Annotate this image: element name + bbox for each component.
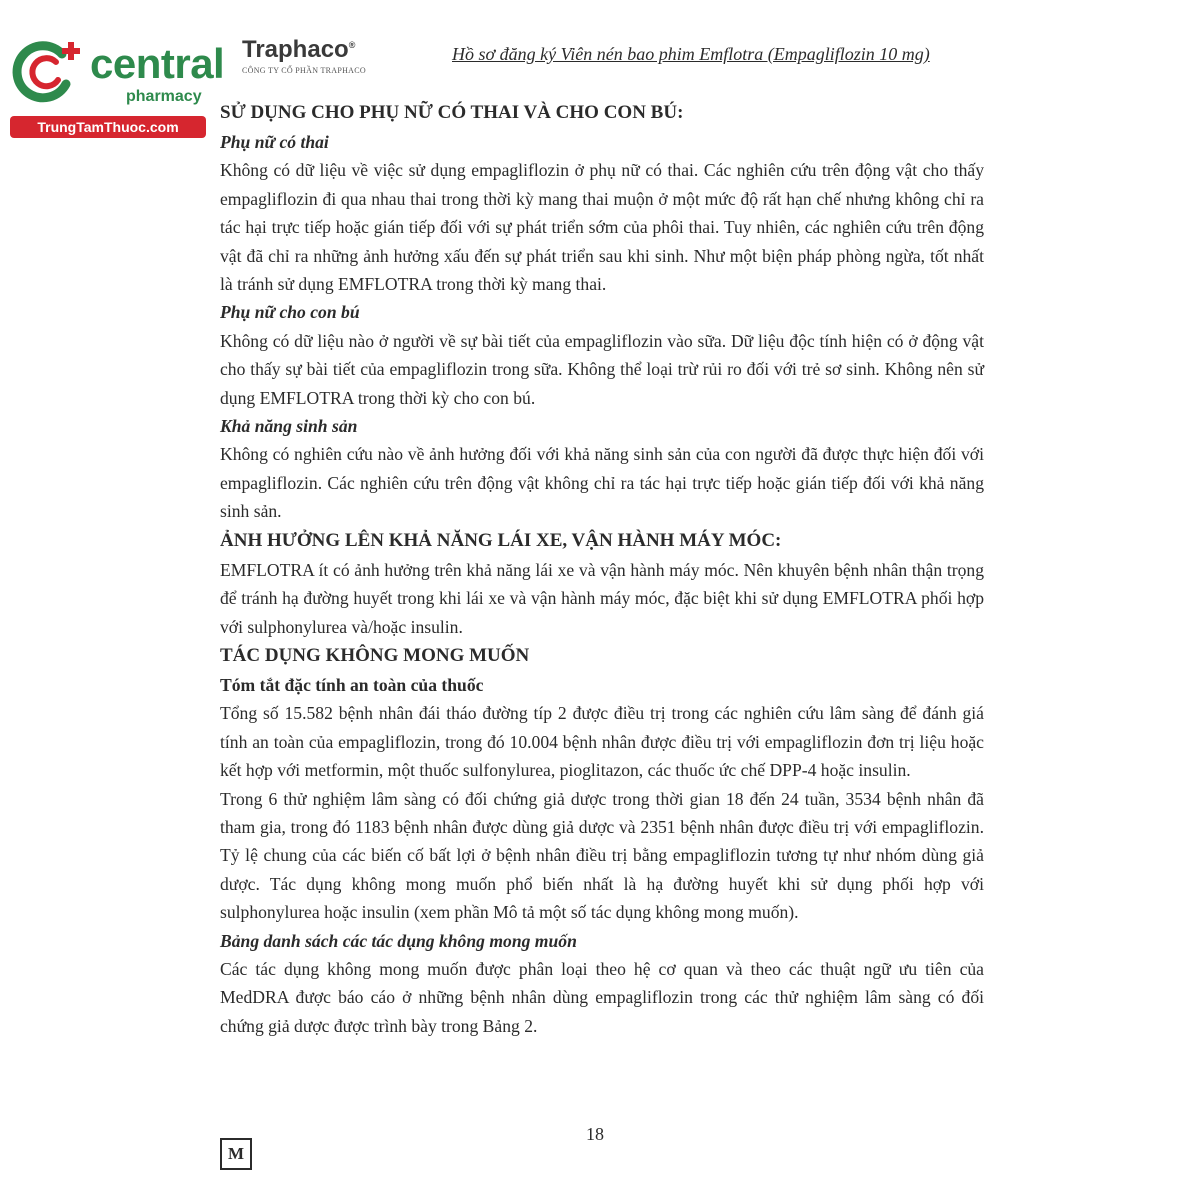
company-name: CÔNG TY CỔ PHẦN TRAPHACO — [242, 66, 366, 75]
paragraph-adverse-list: Các tác dụng không mong muốn được phân loại theo hệ cơ quan và theo các thuật ngữ ưu tiên của MedDRA được báo cáo ở những bệnh nhân dùng empagliflozin trong các thử nghiệm lâm sàng có đối chứng giả dược được trình bày trong Bảng 2. — [220, 958, 984, 1036]
subsection-title-pregnant: Phụ nữ có thai — [220, 132, 329, 152]
central-pharmacy-logo — [10, 36, 225, 136]
subsection-title-adverse-list: Bảng danh sách các tác dụng không mong muốn — [220, 930, 577, 951]
logo-website: TrungTamThuoc.com — [10, 116, 206, 138]
paragraph-breastfeeding: Không có dữ liệu nào ở người về sự bài tiết của empagliflozin vào sữa. Dữ liệu độc tính hiện có ở động vật cho thấy sự bài tiết của empagliflozin trong sữa. Không thể loại trừ rủi ro đối với trẻ sơ sinh. Không nên sử dụng EMFLOTRA trong thời kỳ cho con bú. — [220, 330, 984, 408]
subsection-title-breastfeeding: Phụ nữ cho con bú — [220, 302, 360, 323]
footer-mark-box: M — [220, 1138, 252, 1170]
central-logo-mark-icon — [10, 36, 90, 108]
paragraph-safety-summary-1: Tổng số 15.582 bệnh nhân đái tháo đường típ 2 được điều trị trong các nghiên cứu lâm sàng để đánh giá tính an toàn của empagliflozin, trong đó 10.004 bệnh nhân được điều trị với empagliflozin đơn trị liệu hoặc kết hợp với metformin, một thuốc sulfonylurea, pioglitazon, các thuốc ức chế DPP-4 hoặc insulin. — [220, 703, 984, 781]
document-title: Hồ sơ đăng ký Viên nén bao phim Emflotra (Empagliflozin 10 mg) — [452, 44, 930, 64]
subsection-title-fertility: Khả năng sinh sản — [220, 416, 358, 437]
logo-subtitle: pharmacy — [126, 88, 202, 105]
section-title-adverse: TÁC DỤNG KHÔNG MONG MUỐN — [220, 644, 530, 666]
document-body — [220, 98, 984, 1040]
brand-name: Traphaco® — [242, 36, 356, 63]
section-title-pregnancy: SỬ DỤNG CHO PHỤ NỮ CÓ THAI VÀ CHO CON BÚ: — [220, 102, 684, 123]
section-title-driving: ẢNH HƯỞNG LÊN KHẢ NĂNG LÁI XE, VẬN HÀNH MÁY MÓC: — [220, 529, 782, 551]
subsection-title-safety-summary: Tóm tắt đặc tính an toàn của thuốc — [220, 674, 484, 695]
logo-wordmark: central — [90, 40, 225, 87]
page-number: 18 — [586, 1124, 604, 1144]
paragraph-pregnant: Không có dữ liệu về việc sử dụng empagliflozin ở phụ nữ có thai. Các nghiên cứu trên động vật cho thấy empagliflozin đi qua nhau thai trong thời kỳ mang thai muộn ở một mức độ rất hạn chế nhưng không chỉ ra tác hại trực tiếp hoặc gián tiếp đối với sự phát triển sớm của phôi thai. Tuy nhiên, các nghiên cứu trên động vật đã chỉ ra những ảnh hưởng xấu đến sự phát triển sau khi sinh. Như một biện pháp phòng ngừa, tốt nhất là tránh sử dụng EMFLOTRA trong thời kỳ mang thai. — [220, 160, 984, 295]
registered-mark: ® — [348, 40, 356, 50]
paragraph-fertility: Không có nghiên cứu nào về ảnh hưởng đối với khả năng sinh sản của con người đã được thực hiện đối với empagliflozin. Các nghiên cứu trên động vật không chỉ ra tác hại trực tiếp hoặc gián tiếp đối với khả năng sinh sản. — [220, 444, 984, 522]
paragraph-safety-summary-2: Trong 6 thử nghiệm lâm sàng có đối chứng giả dược trong thời gian 18 đến 24 tuần, 3534 bệnh nhân đã tham gia, trong đó 1183 bệnh nhân được dùng giả dược và 2351 bệnh nhân được điều trị với empagliflozin. Tỷ lệ chung của các biến cố bất lợi ở bệnh nhân điều trị bằng empagliflozin tương tự như nhóm dùng giả dược. Tác dụng không mong muốn phổ biến nhất là hạ đường huyết khi sử dụng phối hợp với sulphonylurea hoặc insulin (xem phần Mô tả một số tác dụng không mong muốn). — [220, 788, 984, 923]
paragraph-driving: EMFLOTRA ít có ảnh hưởng trên khả năng lái xe và vận hành máy móc. Nên khuyên bệnh nhân thận trọng để tránh hạ đường huyết trong khi lái xe và vận hành máy móc, đặc biệt khi sử dụng EMFLOTRA phối hợp với sulphonylurea và/hoặc insulin. — [220, 559, 984, 637]
brand-block — [242, 36, 366, 75]
